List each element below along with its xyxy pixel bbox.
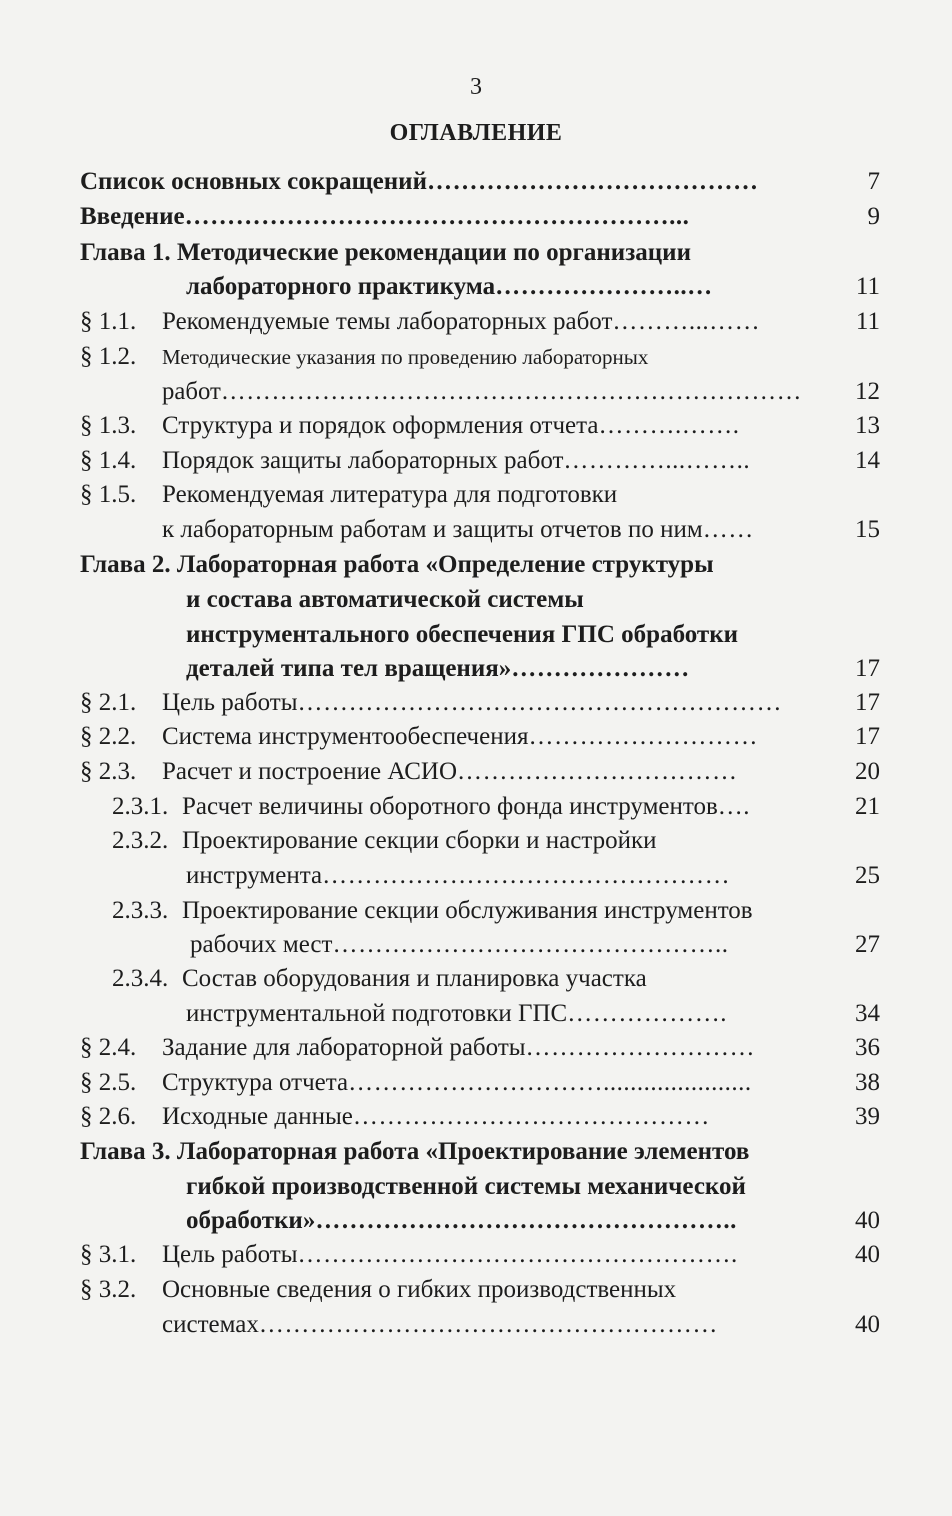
- toc-entry-title: Глава 2. Лабораторная работа «Определение структуры: [80, 551, 714, 578]
- toc-entry-label: 2.3.1.: [112, 793, 169, 820]
- toc-entry-title: Цель работы…………………………………………………: [162, 689, 782, 716]
- toc-entry-title: Расчет и построение АСИО……………………………: [162, 758, 738, 785]
- toc-entry-title: Цель работы…………………………………………….: [162, 1241, 738, 1268]
- toc-entry-title: Исходные данные……………………………………: [162, 1103, 710, 1130]
- toc-entry-title: Рекомендуемая литература для подготовки: [162, 481, 618, 508]
- toc-entry-title: инструмента…………………………………………: [186, 862, 731, 889]
- toc-entry-label: § 1.1.: [80, 308, 137, 335]
- toc-entry-label: § 1.5.: [80, 481, 137, 508]
- toc-entry-label: § 3.1.: [80, 1241, 137, 1268]
- toc-entry-page: 12: [855, 378, 880, 405]
- toc-entry-title: Глава 3. Лабораторная работа «Проектирование элементов: [80, 1138, 750, 1165]
- toc-entry-title: инструментальной подготовки ГПС……………….: [186, 1000, 727, 1027]
- toc-entry-label: § 1.4.: [80, 447, 137, 474]
- toc-entry-page: 40: [855, 1207, 880, 1234]
- toc-entry-page: 9: [867, 203, 880, 230]
- toc-entry-title: Состав оборудования и планировка участка: [182, 965, 647, 992]
- toc-entry-page: 17: [855, 655, 880, 682]
- page-number: 3: [470, 74, 482, 100]
- toc-entry-label: § 2.1.: [80, 689, 137, 716]
- toc-entry-title: Проектирование секции сборки и настройки: [182, 827, 657, 854]
- toc-entry-title: Проектирование секции обслуживания инструментов: [182, 897, 753, 924]
- toc-entry-page: 17: [855, 723, 880, 750]
- toc-entry-page: 20: [855, 758, 880, 785]
- toc-entry-title: к лабораторным работам и защиты отчетов по ним……: [162, 516, 754, 543]
- toc-entry-label: 2.3.2.: [112, 827, 169, 854]
- toc-entry-page: 15: [855, 516, 880, 543]
- toc-entry-title: Структура и порядок оформления отчета……….…….: [162, 412, 740, 439]
- toc-entry-title: работ……………………………………………………………: [162, 378, 802, 405]
- toc-entry-title: Задание для лабораторной работы………………………: [162, 1034, 756, 1061]
- toc-entry-title: инструментального обеспечения ГПС обработки: [186, 621, 739, 648]
- toc-entry-label: 2.3.4.: [112, 965, 169, 992]
- toc-entry-page: 17: [855, 689, 880, 716]
- toc-entry-title: Расчет величины оборотного фонда инструментов….: [182, 793, 751, 820]
- toc-entry-title: рабочих мест………………………………………..: [190, 931, 729, 958]
- toc-entry-page: 21: [855, 793, 880, 820]
- toc-entry-title: Структура отчета…………………………......................: [162, 1069, 752, 1096]
- toc-entry-title: гибкой производственной системы механической: [186, 1173, 746, 1200]
- toc-entry-title: Система инструментообеспечения………………………: [162, 723, 758, 750]
- toc-entry-page: 25: [855, 862, 880, 889]
- toc-entry-title: Методические указания по проведению лабораторных: [162, 345, 649, 369]
- toc-entry-page: 13: [855, 412, 880, 439]
- toc-entry-page: 11: [855, 308, 880, 335]
- toc-entry-title: и состава автоматической системы: [186, 586, 584, 613]
- toc-entry-title: Список основных сокращений…………………………………: [80, 168, 759, 195]
- toc-entry-title: Глава 1. Методические рекомендации по организации: [80, 239, 691, 266]
- toc-entry-title: Основные сведения о гибких производственных: [162, 1276, 677, 1303]
- toc-entry-label: § 2.2.: [80, 723, 137, 750]
- toc-entry-label: § 3.2.: [80, 1276, 137, 1303]
- toc-entry-page: 14: [855, 447, 880, 474]
- toc-entry-page: 27: [855, 931, 880, 958]
- toc-entry-page: 39: [855, 1103, 880, 1130]
- toc-entry-page: 34: [855, 1000, 880, 1027]
- toc-heading: ОГЛАВЛЕНИЕ: [389, 120, 563, 146]
- toc-entry-page: 7: [867, 168, 880, 195]
- toc-entry-page: 40: [855, 1241, 880, 1268]
- toc-entry-page: 11: [855, 273, 880, 300]
- toc-entry-page: 38: [855, 1069, 880, 1096]
- toc-entry-title: лабораторного практикума…………………..…: [186, 273, 713, 300]
- toc-entry-title: Введение…………………………………………………...: [80, 203, 690, 230]
- toc-entry-label: § 2.6.: [80, 1103, 137, 1130]
- toc-entry-label: § 2.5.: [80, 1069, 137, 1096]
- toc-entry-label: § 1.2.: [80, 343, 137, 370]
- toc-entry-title: системах………………………………………………: [162, 1311, 718, 1338]
- toc-entry-title: Порядок защиты лабораторных работ…………...……..: [162, 447, 751, 474]
- toc-entry-title: Рекомендуемые темы лабораторных работ………...……: [162, 308, 761, 335]
- toc-entry-label: § 1.3.: [80, 412, 137, 439]
- toc-entry-page: 40: [855, 1311, 880, 1338]
- toc-entry-label: 2.3.3.: [112, 897, 169, 924]
- toc-entry-title: обработки»…………………………………………..: [186, 1207, 737, 1234]
- toc-entry-page: 36: [855, 1034, 880, 1061]
- toc-entry-label: § 2.3.: [80, 758, 137, 785]
- toc-entry-title: деталей типа тел вращения»…………………: [186, 655, 690, 682]
- toc-entry-label: § 2.4.: [80, 1034, 137, 1061]
